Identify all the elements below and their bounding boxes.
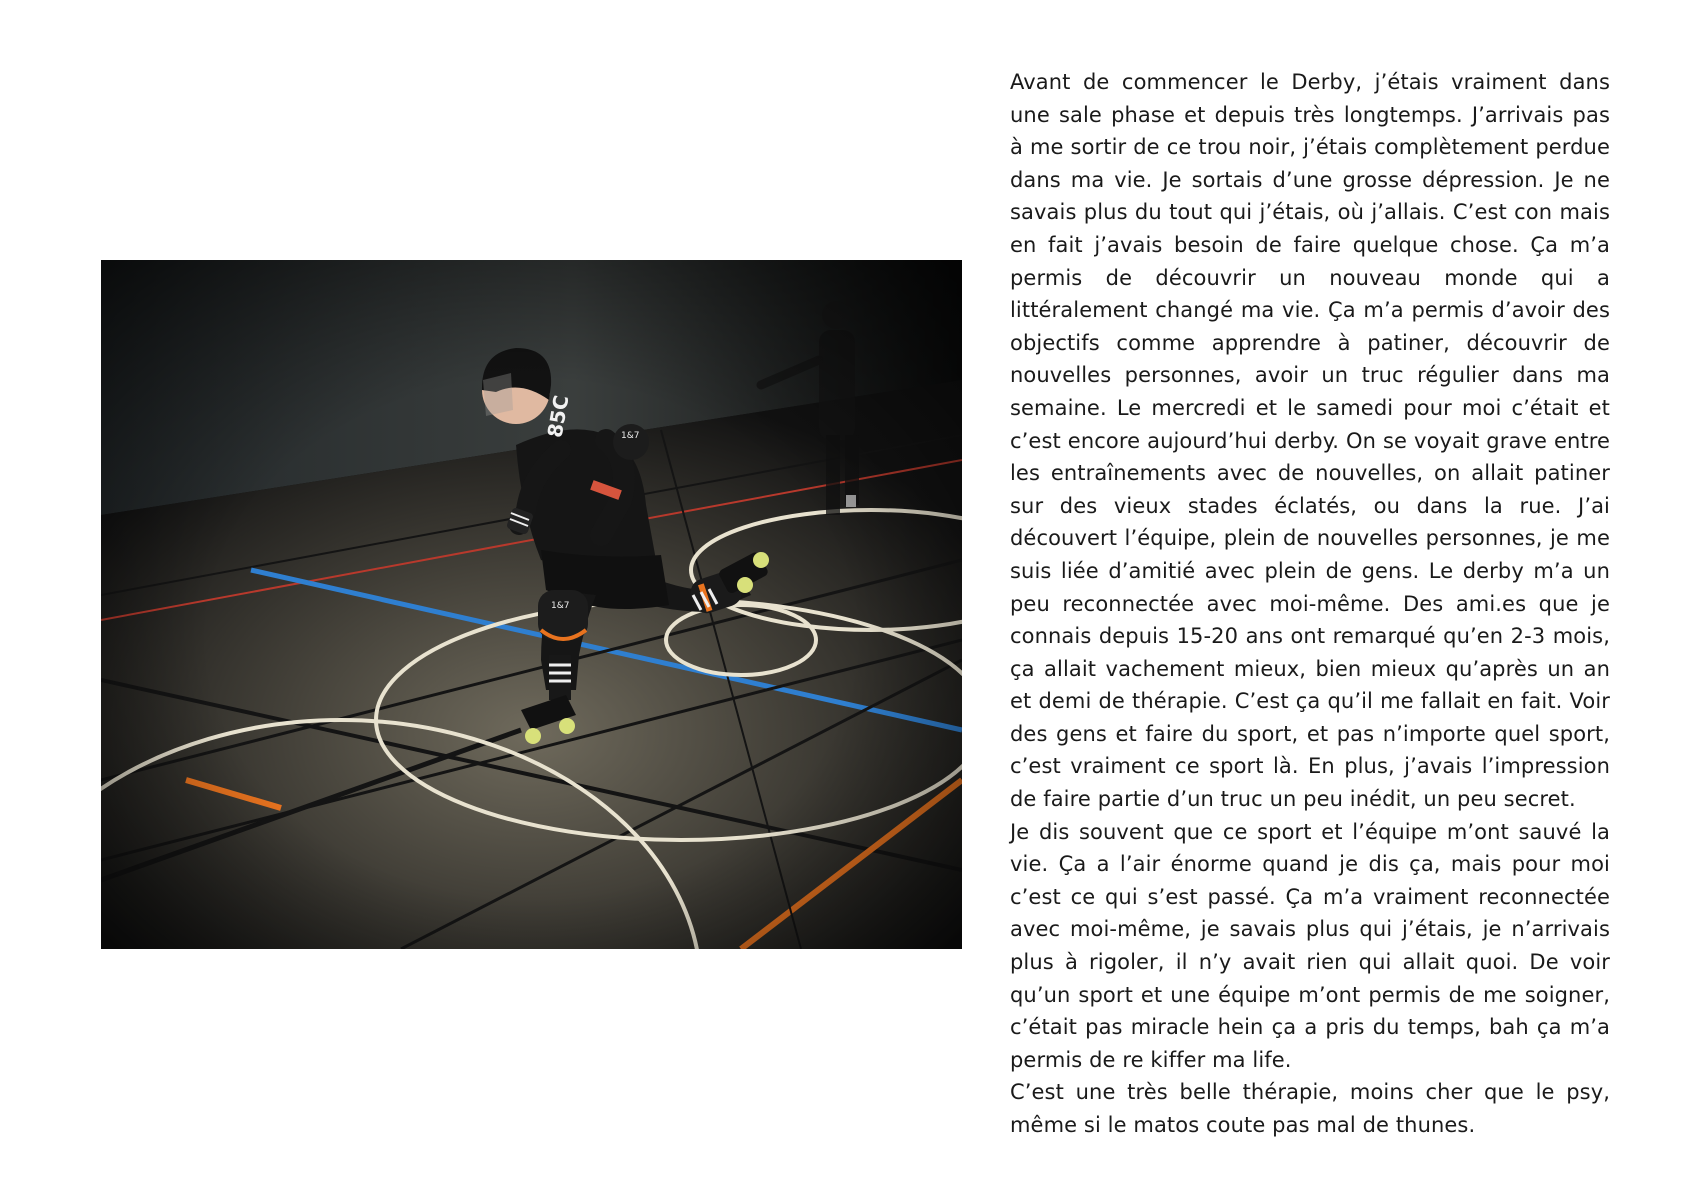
article-text xyxy=(1010,66,1610,1142)
roller-derby-photo xyxy=(101,260,962,949)
article-paragraph: Je dis souvent que ce sport et l’équipe m’ont sauvé la vie. Ça a l’air énorme quand je dis ça, mais pour moi c’est ce qui s’est passé. Ça m’a vraiment reconnectée avec moi-même, je savais plus qui j’étais, je n’arrivais plus à rigoler, il n’y avait rien qui allait quoi. De voir qu’un sport et une équipe m’ont permis de me soigner, c’était pas miracle hein ça a pris du temps, bah ça m’a permis de re kiffer ma life. xyxy=(1010,819,1610,1072)
article-paragraph: C’est une très belle thérapie, moins cher que le psy, même si le matos coute pas mal de thunes. xyxy=(1010,1080,1610,1137)
article-paragraph: Avant de commencer le Derby, j’étais vraiment dans une sale phase et depuis très longtemps. J’arrivais pas à me sortir de ce trou noir, j’étais complètement perdue dans ma vie. Je sortais d’une grosse dépression. Je ne savais plus du tout qui j’étais, où j’allais. C’est con mais en fait j’avais besoin de faire quelque chose. Ça m’a permis de découvrir un nouveau monde qui a littéralement changé ma vie. Ça m’a permis d’avoir des objectifs comme apprendre à patiner, découvrir de nouvelles personnes, avoir un truc régulier dans ma semaine. Le mercredi et le samedi pour moi c’était et c’est encore aujourd’hui derby. On se voyait grave entre les entraînements avec de nouvelles, on allait patiner sur des vieux stades éclatés, ou dans la rue. J’ai découvert l’équipe, plein de nouvelles personnes, je me suis liée d’amitié avec plein de gens. Le derby m’a un peu reconnectée avec moi-même. Des ami.es que je connais depuis 15-20 ans ont remarqué qu’en 2-3 mois, ça allait vachement mieux, bien mieux qu’après un an et demi de thérapie. C’est ça qu’il me fallait en fait. Voir des gens et faire du sport, et pas n’importe quel sport, c’est vraiment ce sport là. En plus, j’avais l’impression de faire partie d’un truc un peu inédit, un peu secret. xyxy=(1010,70,1610,812)
photo-illustration xyxy=(101,260,962,949)
